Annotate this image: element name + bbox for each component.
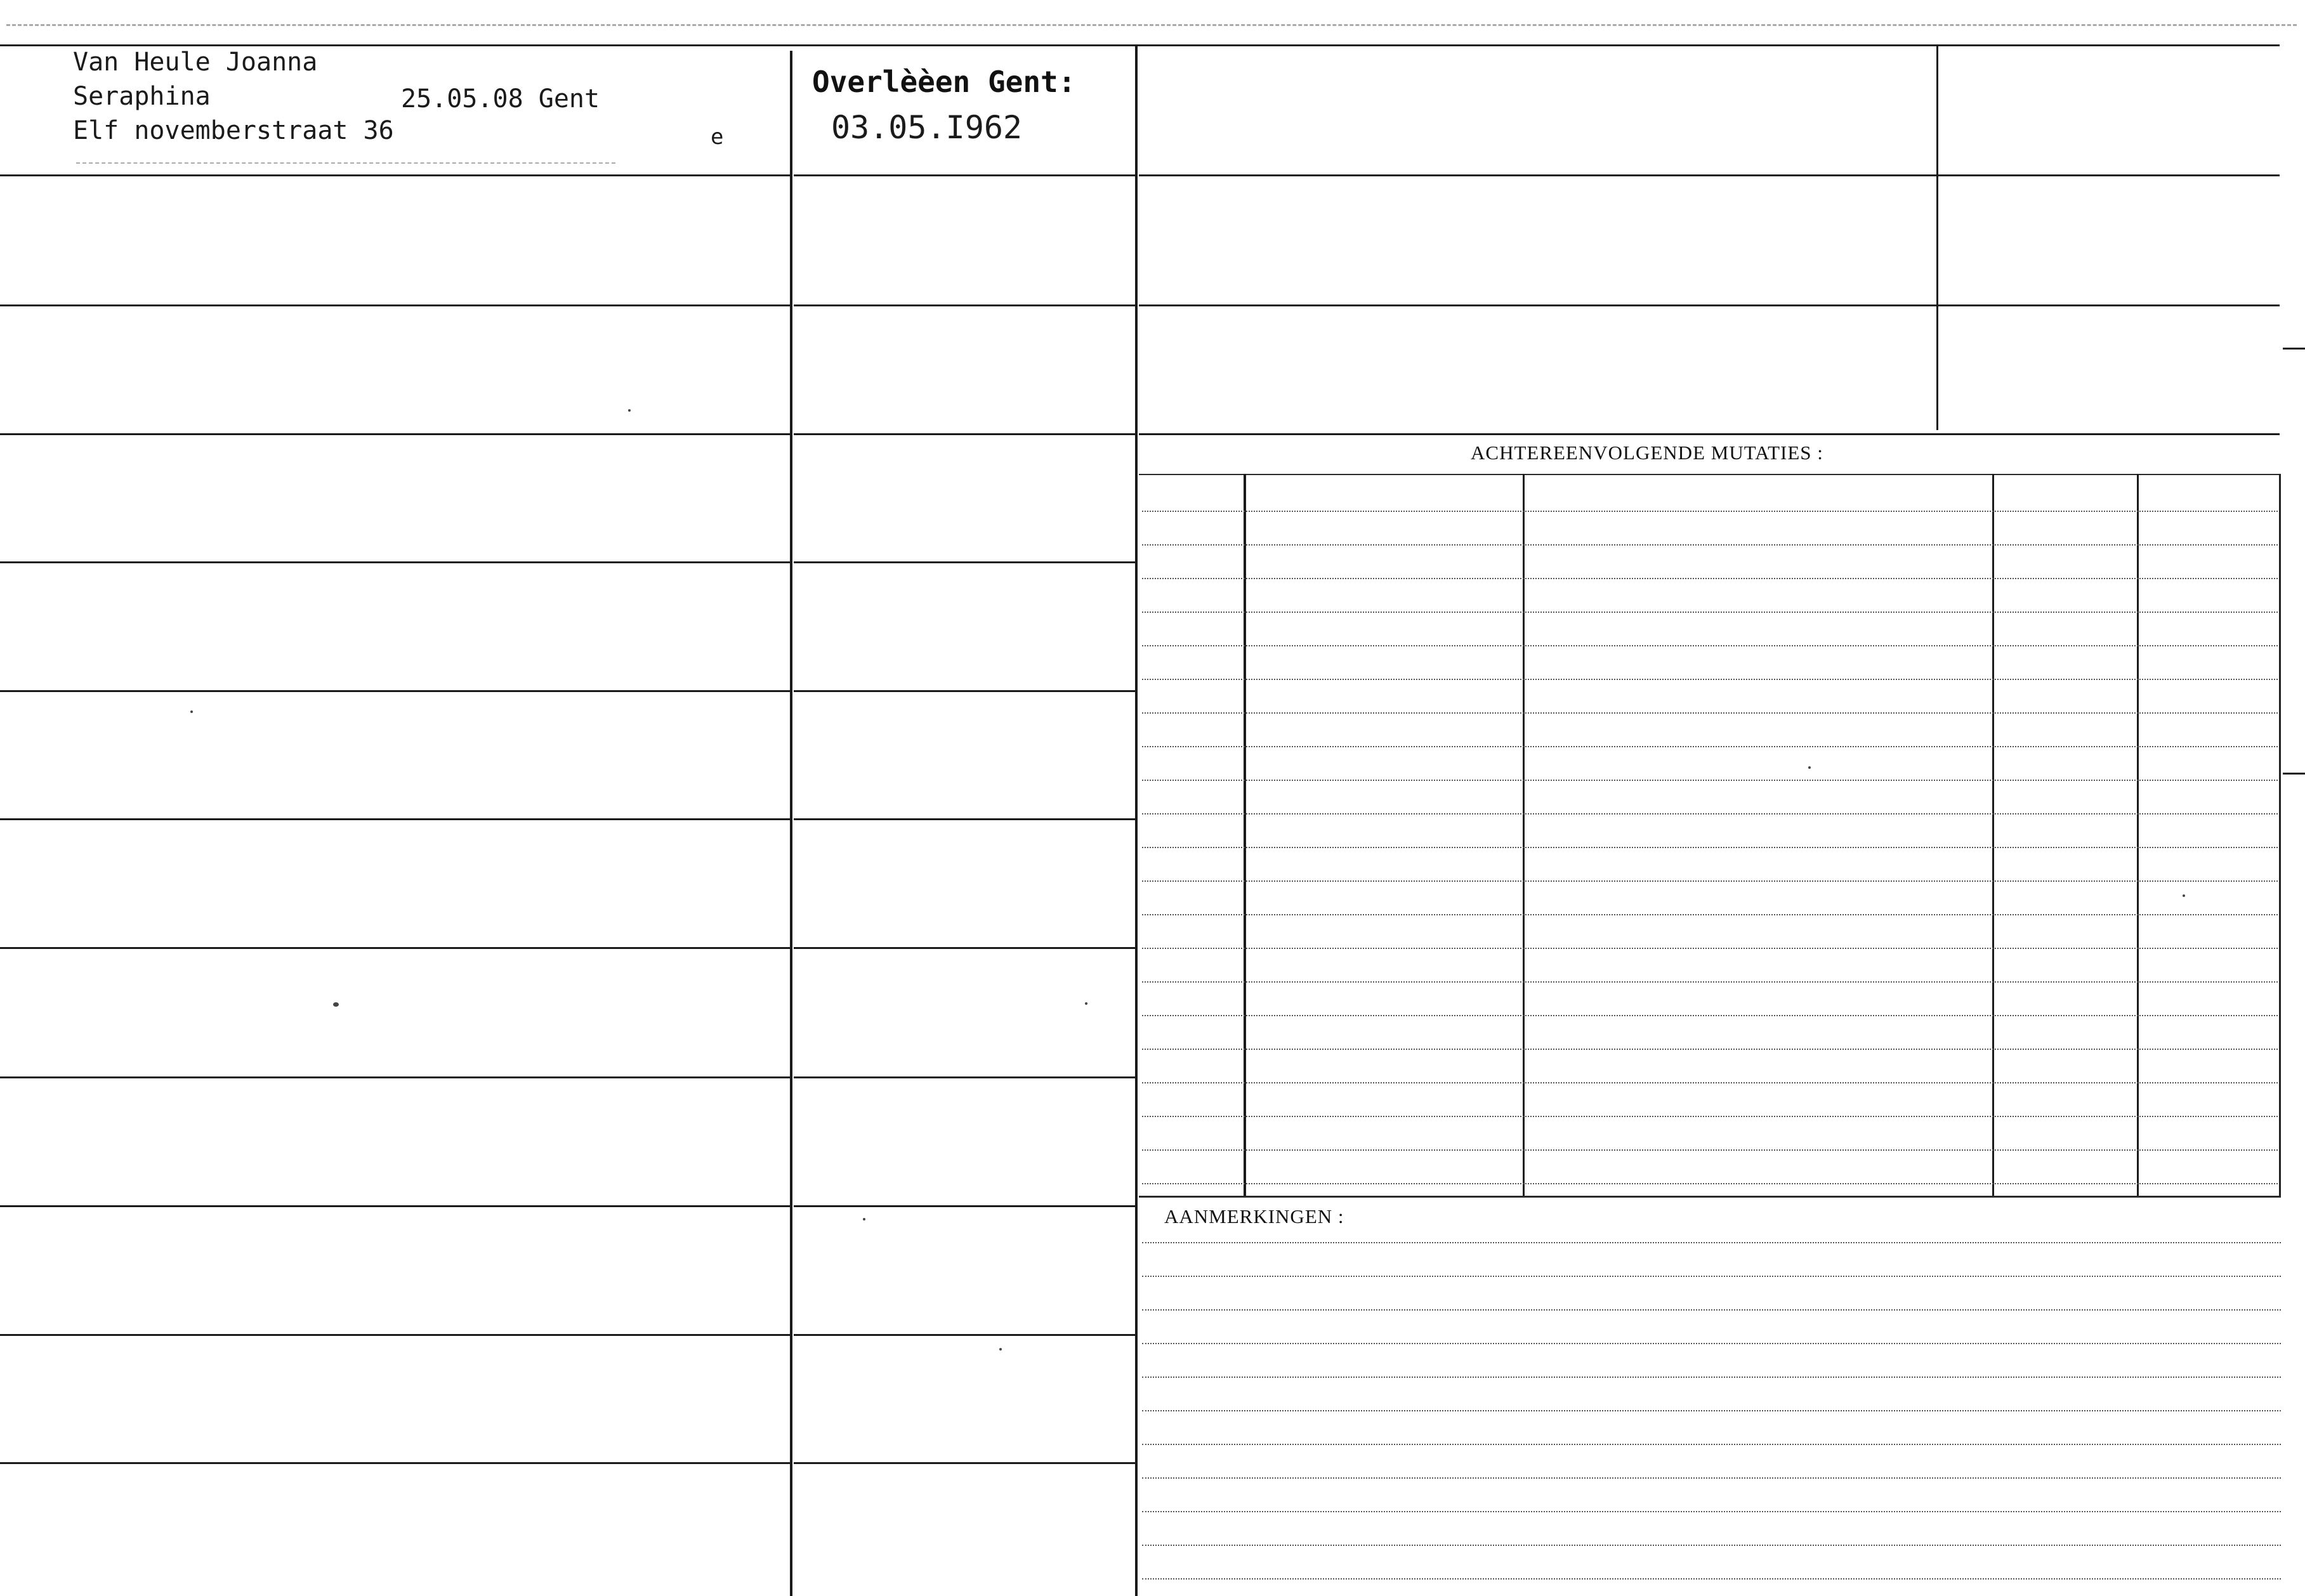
mutations-col-1 — [1244, 474, 1246, 1196]
middle-row-line — [794, 433, 1135, 435]
mutations-bottom-border — [1139, 1196, 2281, 1198]
remark-ruled-line — [1142, 1410, 2281, 1411]
mutation-ruled-line — [1142, 948, 2278, 949]
mutation-ruled-line — [1142, 1116, 2278, 1117]
mutations-col-2 — [1523, 474, 1525, 1196]
middle-row-line — [794, 1334, 1135, 1336]
remark-ruled-line — [1142, 1511, 2281, 1512]
middle-row-line — [794, 1076, 1135, 1078]
mutation-ruled-line — [1142, 813, 2278, 814]
mutations-heading: ACHTEREENVOLGENDE MUTATIES : — [1471, 442, 1823, 464]
mutation-ruled-line — [1142, 914, 2278, 915]
mutation-ruled-line — [1142, 544, 2278, 546]
middle-row-line — [794, 947, 1135, 949]
left-row-line — [0, 690, 790, 692]
mutation-ruled-line — [1142, 1183, 2278, 1184]
mutations-col-3 — [1992, 474, 1994, 1196]
mutation-ruled-line — [1142, 981, 2278, 983]
remark-ruled-line — [1142, 1578, 2281, 1580]
mutation-ruled-line — [1142, 880, 2278, 882]
middle-row-line — [794, 561, 1135, 563]
mutation-ruled-line — [1142, 712, 2278, 714]
death-label: Overlèèen Gent: — [812, 65, 1076, 99]
mutation-ruled-line — [1142, 1149, 2278, 1151]
speck — [1808, 766, 1811, 769]
faint-typed-line — [76, 162, 615, 164]
left-row-line — [0, 174, 790, 176]
birth-date-place: 25.05.08 Gent — [401, 84, 600, 114]
middle-row-line — [794, 818, 1135, 820]
middle-row-line — [794, 304, 1135, 306]
left-row-line — [0, 1205, 790, 1207]
remark-ruled-line — [1142, 1444, 2281, 1445]
remark-ruled-line — [1142, 1377, 2281, 1378]
left-row-line — [0, 1462, 790, 1464]
mutations-right-border — [2279, 474, 2281, 1197]
mutation-ruled-line — [1142, 612, 2278, 613]
divider-left — [790, 51, 792, 1596]
mutation-ruled-line — [1142, 780, 2278, 781]
divider-middle — [1135, 44, 1138, 1596]
speck — [190, 710, 193, 713]
middle-row-line — [794, 1205, 1135, 1207]
mutation-ruled-line — [1142, 511, 2278, 512]
speck — [863, 1218, 865, 1220]
mutation-ruled-line — [1142, 645, 2278, 646]
mutations-col-4 — [2137, 474, 2139, 1196]
death-date: 03.05.I962 — [831, 109, 1023, 146]
remark-ruled-line — [1142, 1309, 2281, 1311]
left-row-line — [0, 561, 790, 563]
speck — [628, 409, 631, 412]
mutation-ruled-line — [1142, 578, 2278, 579]
mutation-ruled-line — [1142, 1049, 2278, 1050]
annotation-mark: e — [711, 124, 724, 150]
remark-ruled-line — [1142, 1343, 2281, 1344]
mutation-ruled-line — [1142, 1015, 2278, 1016]
right-row-2 — [1139, 304, 2280, 306]
remark-ruled-line — [1142, 1545, 2281, 1546]
speck — [999, 1348, 1002, 1351]
speck — [2183, 894, 2185, 897]
left-row-line — [0, 304, 790, 306]
left-row-line — [0, 1334, 790, 1336]
right-row-3 — [1139, 433, 2280, 435]
edge-tick-2 — [2283, 773, 2305, 775]
divider-right-top — [1936, 44, 1938, 430]
remarks-heading: AANMERKINGEN : — [1164, 1205, 1344, 1227]
mutation-ruled-line — [1142, 847, 2278, 848]
scan-noise-top — [6, 24, 2297, 26]
edge-tick-1 — [2283, 348, 2305, 350]
left-row-line — [0, 433, 790, 435]
speck — [1085, 1002, 1087, 1005]
left-row-line — [0, 818, 790, 820]
mutation-ruled-line — [1142, 746, 2278, 747]
address: Elf novemberstraat 36 — [73, 116, 394, 145]
remark-ruled-line — [1142, 1477, 2281, 1479]
left-row-line — [0, 947, 790, 949]
mutations-top-border — [1139, 474, 2281, 475]
middle-row-line — [794, 1462, 1135, 1464]
right-row-1 — [1139, 174, 2280, 176]
mutation-ruled-line — [1142, 1082, 2278, 1083]
speck — [333, 1002, 339, 1007]
remark-ruled-line — [1142, 1242, 2281, 1243]
middle-row-line — [794, 690, 1135, 692]
remark-ruled-line — [1142, 1276, 2281, 1277]
mutation-ruled-line — [1142, 679, 2278, 680]
person-second-name: Seraphina — [73, 82, 211, 111]
left-row-line — [0, 1076, 790, 1078]
person-name: Van Heule Joanna — [73, 48, 318, 77]
middle-row-line — [794, 174, 1135, 176]
